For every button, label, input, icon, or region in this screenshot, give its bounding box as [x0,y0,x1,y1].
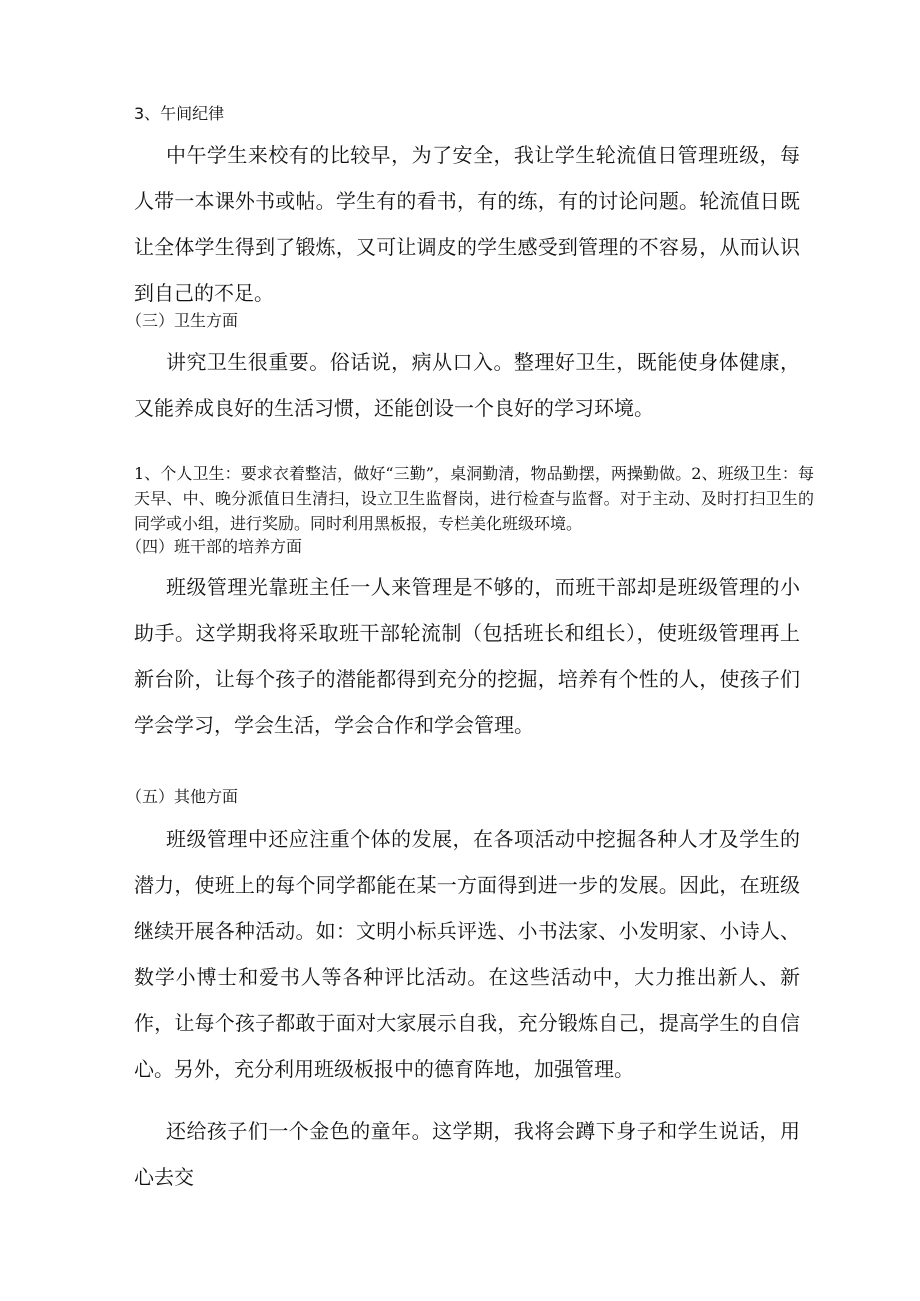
paragraph-hygiene-detail: 1、个人卫生：要求衣着整洁，做好“三勤”，桌洞勤清，物品勤摆，两操勤做。2、班级卫生：每天早、中、晚分派值日生清扫，设立卫生监督岗，进行检查与监督。对于主动、及时打扫卫生的同学或小组，进行奖励。同时利用黑板报，专栏美化班级环境。 [134,464,814,533]
section-heading-hygiene: （三）卫生方面 [126,311,239,330]
section-heading-noon-discipline: 3、午间纪律 [134,104,225,123]
section-heading-others: （五）其他方面 [126,787,239,806]
paragraph-noon-discipline: 中午学生来校有的比较早，为了安全，我让学生轮流值日管理班级，每人带一本课外书或帖。学生有的看书，有的练，有的讨论问题。轮流值日既让全体学生得到了锻炼，又可让调皮的学生感受到管理的不容易，从而认识到自己的不足。 [134,143,800,305]
paragraph-closing: 还给孩子们一个金色的童年。这学期，我将会蹲下身子和学生说话，用心去交 [134,1119,800,1189]
paragraph-class-cadres: 班级管理光靠班主任一人来管理是不够的，而班干部却是班级管理的小助手。这学期我将采取班干部轮流制（包括班长和组长），使班级管理再上新台阶，让每个孩子的潜能都得到充分的挖掘，培养有个性的人，使孩子们学会学习，学会生活，学会合作和学会管理。 [134,575,800,737]
paragraph-hygiene: 讲究卫生很重要。俗话说，病从口入。整理好卫生，既能使身体健康，又能养成良好的生活习惯，还能创设一个良好的学习环境。 [134,350,800,420]
paragraph-others: 班级管理中还应注重个体的发展，在各项活动中挖掘各种人才及学生的潜力，使班上的每个同学都能在某一方面得到进一步的发展。因此，在班级继续开展各种活动。如：文明小标兵评选、小书法家、小发明家、小诗人、数学小博士和爱书人等各种评比活动。在这些活动中，大力推出新人、新作，让每个孩子都敢于面对大家展示自我，充分锻炼自己，提高学生的自信心。另外，充分利用班级板报中的德育阵地，加强管理。 [134,827,800,1081]
section-heading-class-cadres: （四）班干部的培养方面 [126,537,303,556]
